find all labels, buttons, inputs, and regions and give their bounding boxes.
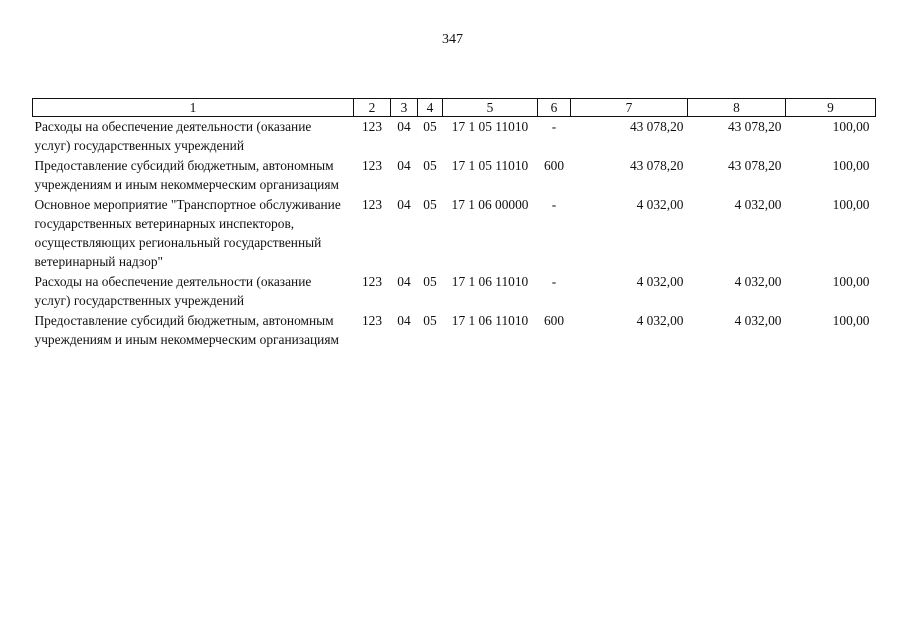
column-header: 3 [391, 99, 418, 117]
cell-col4: 05 [423, 158, 437, 173]
cell-col3: 04 [397, 158, 411, 173]
row-name: Основное мероприятие "Транспортное обслуживание государственных ветеринарных инспекторов, осуществляющих региональный государственный ветеринарный надзор" [34, 197, 341, 269]
cell-col5: 17 1 05 11010 [451, 158, 529, 173]
cell-col3: 04 [397, 197, 411, 212]
cell-col6: 600 [543, 158, 565, 173]
column-header: 1 [33, 99, 354, 117]
row-name: Предоставление субсидий бюджетным, автономным учреждениям и иным некоммерческим организациям [34, 158, 339, 192]
cell-col2: 123 [361, 274, 383, 289]
cell-col8: 4 032,00 [734, 274, 782, 289]
cell-col9: 100,00 [832, 119, 870, 134]
cell-col9: 100,00 [832, 197, 870, 212]
column-header: 9 [786, 99, 876, 117]
cell-col5: 17 1 06 00000 [451, 197, 529, 212]
cell-col2: 123 [361, 158, 383, 173]
cell-col7: 4 032,00 [636, 197, 684, 212]
cell-col8: 43 078,20 [727, 158, 782, 173]
cell-col4: 05 [423, 197, 437, 212]
cell-col5: 17 1 05 11010 [451, 119, 529, 134]
cell-col5: 17 1 06 11010 [451, 313, 529, 328]
cell-col8: 4 032,00 [734, 197, 782, 212]
column-header: 5 [443, 99, 538, 117]
cell-col2: 123 [361, 197, 383, 212]
cell-col6: - [551, 197, 557, 212]
cell-col4: 05 [423, 274, 437, 289]
cell-col2: 123 [361, 119, 383, 134]
column-header: 2 [354, 99, 391, 117]
cell-col3: 04 [397, 313, 411, 328]
cell-col8: 43 078,20 [727, 119, 782, 134]
cell-col2: 123 [361, 313, 383, 328]
cell-col9: 100,00 [832, 313, 870, 328]
row-name: Расходы на обеспечение деятельности (оказание услуг) государственных учреждений [34, 119, 312, 153]
cell-col4: 05 [423, 119, 437, 134]
cell-col5: 17 1 06 11010 [451, 274, 529, 289]
table-row [33, 311, 876, 350]
column-header: 8 [688, 99, 786, 117]
cell-col9: 100,00 [832, 274, 870, 289]
cell-col6: - [551, 274, 557, 289]
cell-col4: 05 [423, 313, 437, 328]
table-row [33, 156, 876, 195]
cell-col6: - [551, 119, 557, 134]
column-header: 6 [538, 99, 571, 117]
cell-col6: 600 [543, 313, 565, 328]
page-number: 347 [442, 32, 463, 47]
column-header: 4 [418, 99, 443, 117]
budget-table [32, 98, 876, 350]
table-header-row [33, 99, 876, 117]
table-row [33, 195, 876, 272]
cell-col7: 43 078,20 [629, 119, 684, 134]
table-row [33, 272, 876, 311]
row-name: Расходы на обеспечение деятельности (оказание услуг) государственных учреждений [34, 274, 312, 308]
table-row [33, 117, 876, 157]
cell-col8: 4 032,00 [734, 313, 782, 328]
cell-col7: 4 032,00 [636, 274, 684, 289]
cell-col3: 04 [397, 274, 411, 289]
cell-col3: 04 [397, 119, 411, 134]
row-name: Предоставление субсидий бюджетным, автономным учреждениям и иным некоммерческим организациям [34, 313, 339, 347]
budget-table-container [32, 98, 875, 350]
cell-col7: 43 078,20 [629, 158, 684, 173]
cell-col7: 4 032,00 [636, 313, 684, 328]
column-header: 7 [571, 99, 688, 117]
cell-col9: 100,00 [832, 158, 870, 173]
